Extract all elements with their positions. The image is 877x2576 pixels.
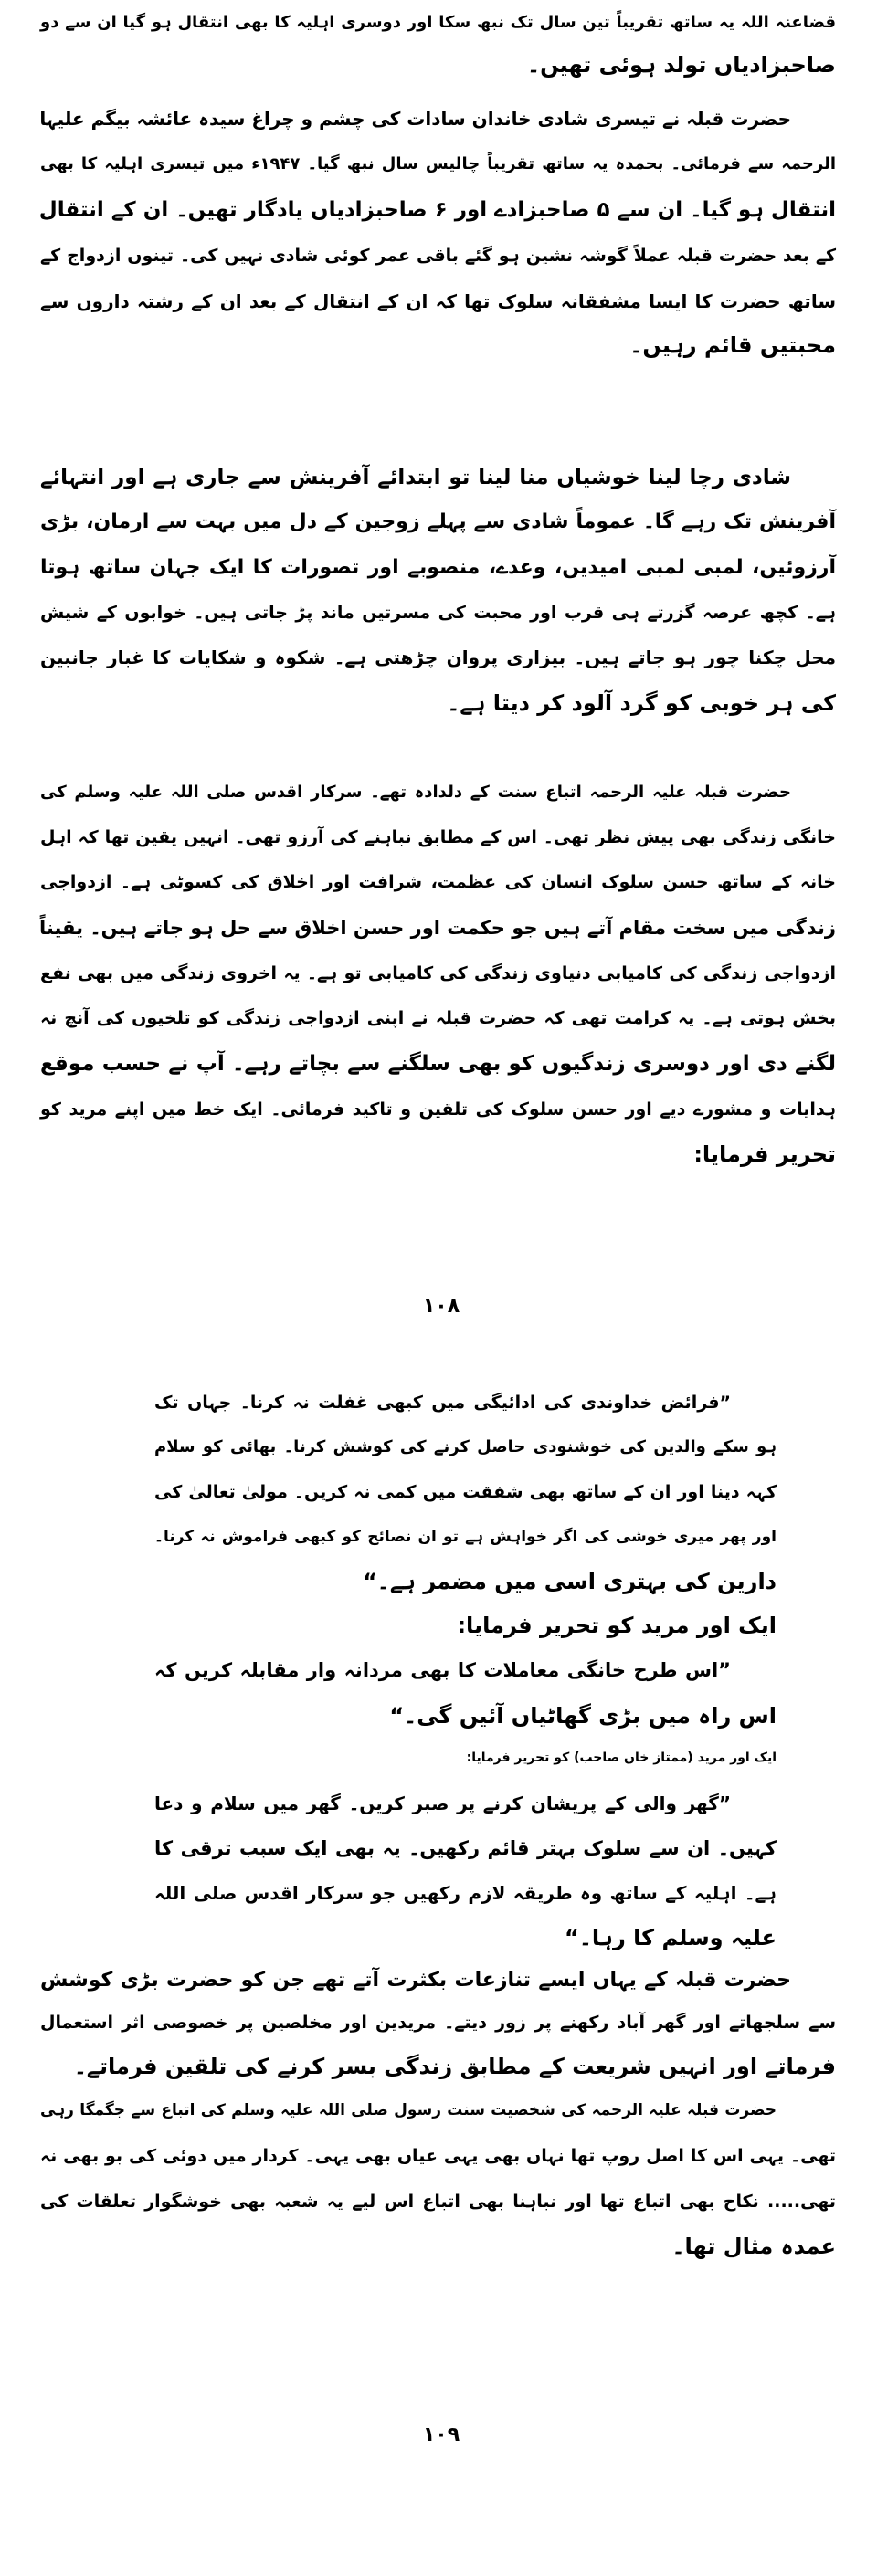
paragraph-line: ہدایات و مشورے دیے اور حسن سلوک کی تلقین و تاکید فرمائی۔ ایک خط میں اپنے مرید کو — [40, 1099, 836, 1120]
paragraph-line: تحریر فرمایا: — [693, 1141, 836, 1167]
quote-line: ”اس طرح خانگی معاملات کا بھی مردانہ وار مقابلہ کریں کہ — [154, 1659, 731, 1681]
paragraph-line: خانہ کے ساتھ حسن سلوک انسان کی عظمت، شرافت اور اخلاق کی کسوٹی ہے۔ ازدواجی — [40, 872, 836, 892]
quote-line: اور پھر میری خوشی کی اگر خواہش ہے تو ان نصائح کو کبھی فراموش نہ کرنا۔ — [154, 1528, 777, 1546]
paragraph-line: کے بعد حضرت قبلہ عملاً گوشہ نشین ہو گئے باقی عمر کوئی شادی نہیں کی۔ تینوں ازدواج کے — [40, 246, 836, 266]
letter-intro-line: ایک اور مرید کو تحریر فرمایا: — [457, 1613, 777, 1638]
paragraph-line: صاحبزادیاں تولد ہوئی تھیں۔ — [527, 52, 836, 78]
quote-line: علیہ وسلم کا رہا۔“ — [565, 1925, 777, 1950]
paragraph-line: ازدواجی زندگی کی کامیابی دنیاوی زندگی کی کامیابی تو ہے۔ یہ اخروی زندگی میں بھی نفع — [40, 963, 836, 983]
paragraph-line: آرزوئیں، لمبی لمبی امیدیں، وعدے، منصوبے اور تصورات کا ایک جہان ساتھ ہوتا — [40, 556, 836, 579]
paragraph-line: زندگی میں سخت مقام آتے ہیں جو حکمت اور حسن اخلاق سے حل ہو جاتے ہیں۔ یقیناً — [39, 917, 836, 939]
paragraph-line: تھی۔ یہی اس کا اصل روپ تھا نہاں بھی یہی عیاں بھی یہی۔ کردار میں دوئی کی بو بھی نہ — [40, 2146, 836, 2166]
paragraph-line: الرحمہ سے فرمائی۔ بحمدہ یہ ساتھ تقریباً چالیس سال نبھ گیا۔ ۱۹۴۷ء میں تیسری اہلیہ کا بھی — [40, 154, 836, 173]
letter-intro-line: ایک اور مرید (ممتاز خاں صاحب) کو تحریر فرمایا: — [466, 1751, 777, 1765]
paragraph-line: خانگی زندگی بھی پیش نظر تھی۔ اس کے مطابق نباہنے کی آرزو تھی۔ انہیں یقین تھا کہ اہل — [40, 827, 836, 847]
paragraph-line: فرماتے اور انہیں شریعت کے مطابق زندگی بسر کرنے کی تلقین فرماتے۔ — [73, 2054, 836, 2079]
quote-line: ہو سکے والدین کی خوشنودی حاصل کرنے کی کوشش کرنا۔ بھائی کو سلام — [154, 1437, 777, 1456]
paragraph-line: عمدہ مثال تھا۔ — [671, 2234, 836, 2259]
paragraph-line: محل چکنا چور ہو جاتے ہیں۔ بیزاری پروان چڑھتی ہے۔ شکوہ و شکایات کا غبار جانبین — [40, 647, 836, 668]
paragraph-line: آفرینش تک رہے گا۔ عموماً شادی سے پہلے زوجین کے دل میں بہت سے ارمان، بڑی — [40, 510, 836, 533]
paragraph-line: بخش ہوتی ہے۔ یہ کرامت تھی کہ حضرت قبلہ نے اپنی ازدواجی زندگی کو تلخیوں کی آنچ نہ — [40, 1008, 836, 1028]
quote-line: کہیں۔ ان سے سلوک بہتر قائم رکھیں۔ یہ بھی ایک سبب ترقی کا — [154, 1837, 777, 1859]
paragraph-line: قضاعنہ اللہ یہ ساتھ تقریباً تین سال تک نبھ سکا اور دوسری اہلیہ کا بھی انتقال ہو گیا ان سے دو — [40, 13, 836, 32]
paragraph-line: حضرت قبلہ کے یہاں ایسے تنازعات بکثرت آتے تھے جن کو حضرت بڑی کوشش — [40, 1969, 791, 1992]
quote-line: دارین کی بہتری اسی میں مضمر ہے۔“ — [363, 1569, 777, 1594]
page-number: ۱۰۸ — [422, 1295, 460, 1318]
paragraph-line: ساتھ حضرت کا ایسا مشفقانہ سلوک تھا کہ ان کے انتقال کے بعد ان کے رشتہ داروں سے — [40, 290, 836, 312]
quote-line: ”فرائض خداوندی کی ادائیگی میں کبھی غفلت نہ کرنا۔ جہاں تک — [154, 1393, 731, 1413]
paragraph-line: شادی رچا لینا خوشیاں منا لینا تو ابتدائے آفرینش سے جاری ہے اور انتہائے — [40, 466, 791, 489]
paragraph-line: حضرت قبلہ نے تیسری شادی خاندان سادات کی چشم و چراغ سیدہ عائشہ بیگم علیہا — [39, 108, 791, 130]
paragraph-line: تھی..... نکاح بھی اتباع تھا اور نباہنا بھی اتباع اس لیے یہ شعبہ بھی خوشگوار تعلقات کی — [40, 2192, 836, 2212]
quote-line: ”گھر والی کے پریشان کرنے پر صبر کریں۔ گھر میں سلام و دعا — [154, 1793, 731, 1814]
paragraph-line: انتقال ہو گیا۔ ان سے ۵ صاحبزادے اور ۶ صاحبزادیاں یادگار تھیں۔ ان کے انتقال — [38, 198, 836, 222]
paragraph-line: کی ہر خوبی کو گرد آلود کر دیتا ہے۔ — [447, 690, 836, 716]
quote-line: ہے۔ اہلیہ کے ساتھ وہ طریقہ لازم رکھیں جو سرکار اقدس صلی اللہ — [154, 1882, 777, 1904]
paragraph-line: لگنے دی اور دوسری زندگیوں کو بھی سلگنے سے بچاتے رہے۔ آپ نے حسب موقع — [40, 1052, 836, 1076]
quote-line: کہہ دینا اور ان کے ساتھ بھی شفقت میں کمی نہ کریں۔ مولیٰ تعالیٰ کی — [154, 1482, 777, 1502]
paragraph-line: حضرت قبلہ علیہ الرحمہ اتباع سنت کے دلدادہ تھے۔ سرکار اقدس صلی اللہ علیہ وسلم کی — [40, 783, 792, 802]
paragraph-line: ہے۔ کچھ عرصہ گزرتے ہی قرب اور محبت کی مسرتیں ماند پڑ جاتی ہیں۔ خوابوں کے شیش — [40, 603, 836, 623]
paragraph-line: حضرت قبلہ علیہ الرحمہ کی شخصیت سنت رسول صلی اللہ علیہ وسلم کی اتباع سے جگمگا رہی — [40, 2101, 777, 2119]
page-number: ۱۰۹ — [422, 2424, 460, 2446]
paragraph-line: سے سلجھاتے اور گھر آباد رکھنے پر زور دیتے۔ مریدین اور مخلصین پر خصوصی اثر استعمال — [40, 2013, 836, 2033]
paragraph-line: محبتیں قائم رہیں۔ — [629, 332, 836, 358]
quote-line: اس راہ میں بڑی گھاٹیاں آئیں گی۔“ — [389, 1703, 777, 1729]
